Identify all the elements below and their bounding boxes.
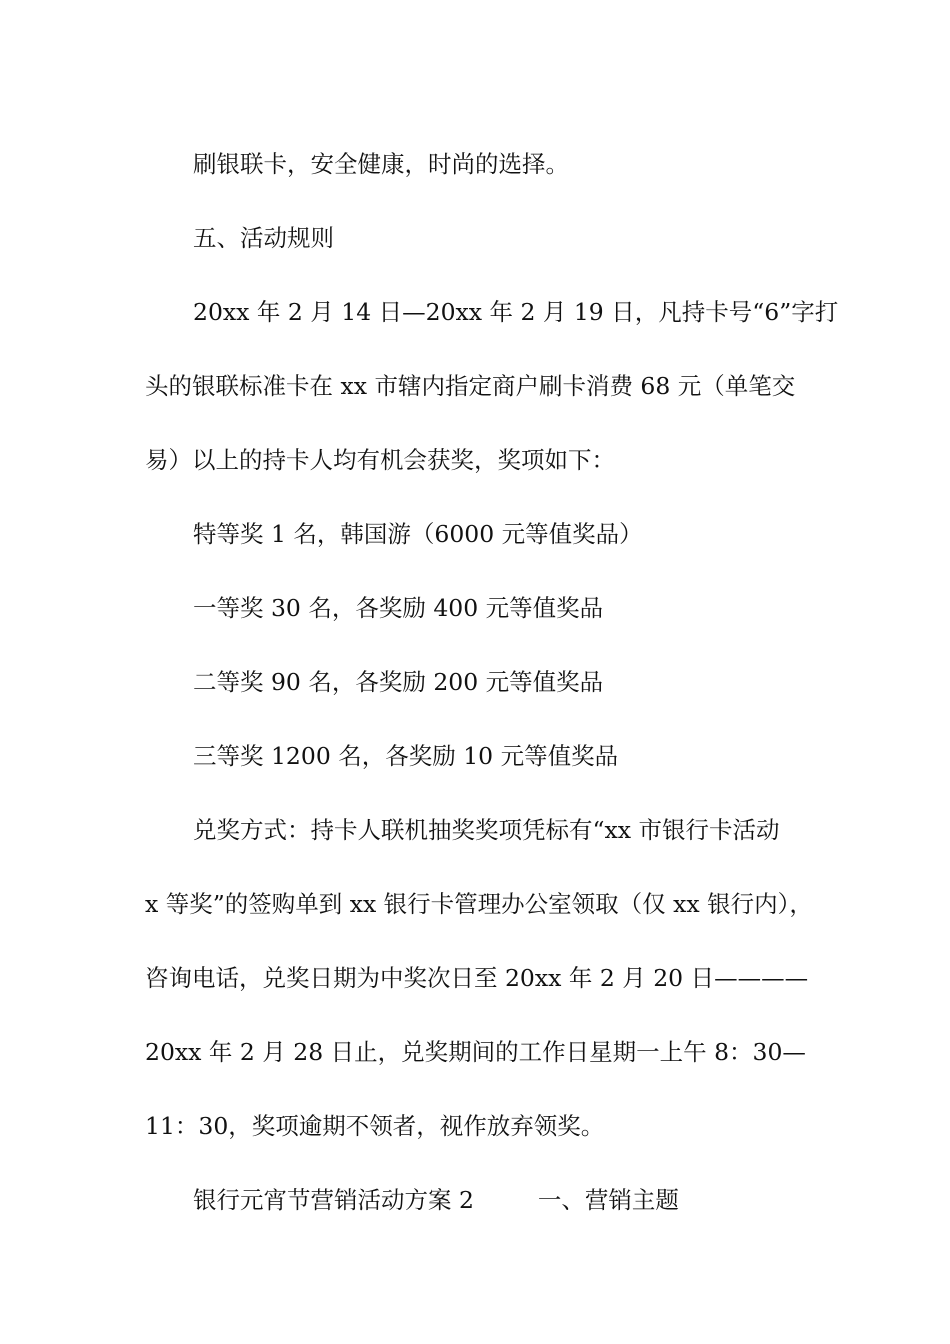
paragraph-line: x 等奖”的签购单到 xx 银行卡管理办公室领取（仅 xx 银行内）， — [145, 890, 813, 918]
document-body — [145, 127, 839, 1237]
prize-item-second: 二等奖 90 名，各奖励 200 元等值奖品 — [193, 668, 604, 696]
prize-item-third: 三等奖 1200 名，各奖励 10 元等值奖品 — [193, 742, 619, 770]
paragraph-line: 兑奖方式：持卡人联机抽奖奖项凭标有“xx 市银行卡活动 — [193, 816, 780, 844]
paragraph-line: 20xx 年 2 月 14 日—20xx 年 2 月 19 日，凡持卡号“6”字打 — [193, 298, 839, 326]
document-subtitle: 银行元宵节营销活动方案 2 — [193, 1186, 474, 1214]
section-heading: 五、活动规则 — [193, 224, 334, 252]
paragraph-line: 20xx 年 2 月 28 日止，兑奖期间的工作日星期一上午 8：30— — [145, 1038, 806, 1066]
paragraph-line: 咨询电话，兑奖日期为中奖次日至 20xx 年 2 月 20 日———— — [145, 964, 809, 992]
prize-item-first: 一等奖 30 名，各奖励 400 元等值奖品 — [193, 594, 604, 622]
paragraph-line: 易）以上的持卡人均有机会获奖，奖项如下： — [145, 446, 615, 474]
paragraph-line: 11：30，奖项逾期不领者，视作放弃领奖。 — [145, 1112, 605, 1140]
next-section-line — [145, 1163, 825, 1237]
prize-item-special: 特等奖 1 名，韩国游（6000 元等值奖品） — [193, 520, 643, 548]
section-heading: 一、营销主题 — [537, 1186, 679, 1214]
paragraph-line: 头的银联标准卡在 xx 市辖内指定商户刷卡消费 68 元（单笔交 — [145, 372, 796, 400]
paragraph-line: 刷银联卡，安全健康，时尚的选择。 — [193, 150, 569, 178]
